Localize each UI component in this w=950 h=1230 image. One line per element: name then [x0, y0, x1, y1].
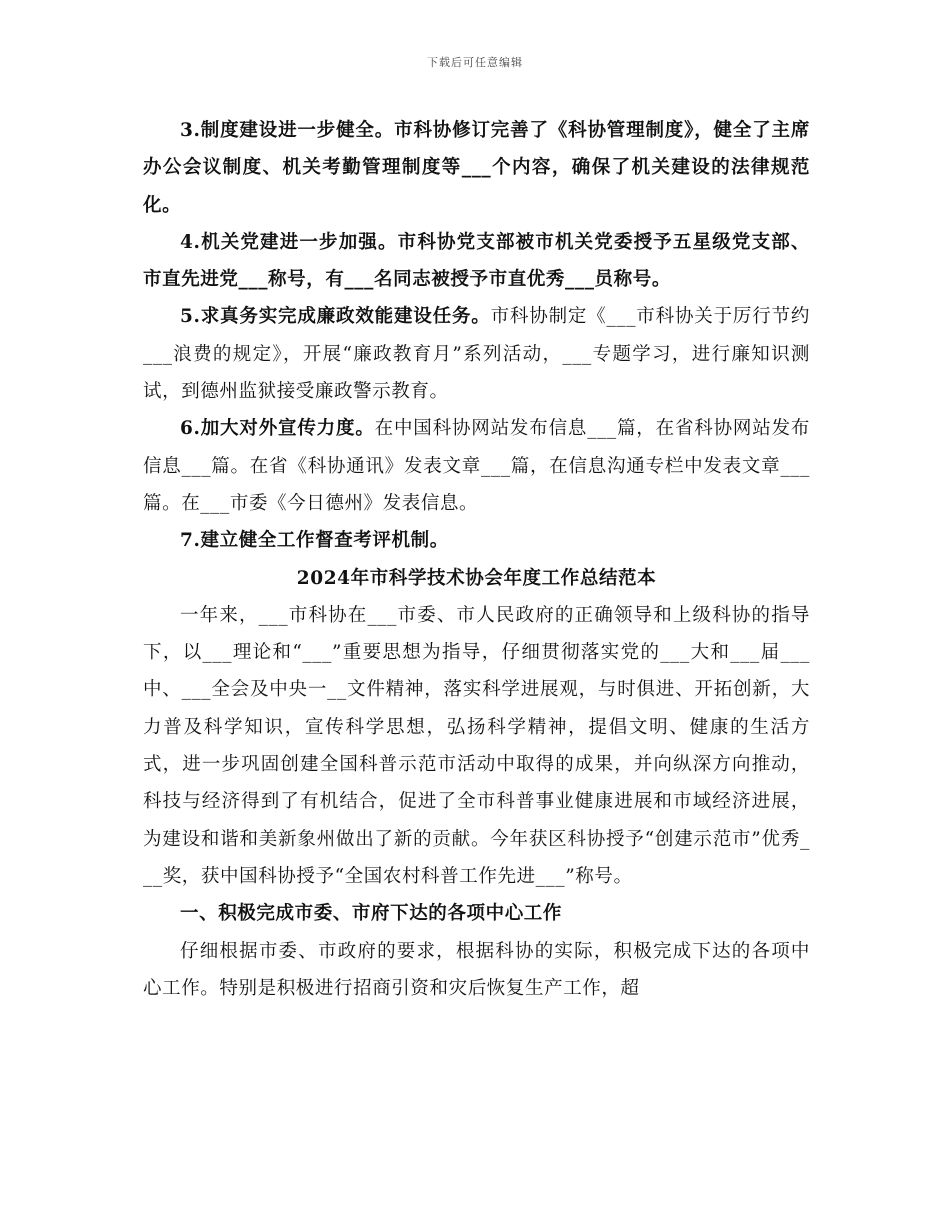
item-6-paragraph	[143, 410, 810, 522]
section-paragraph: 仔细根据市委、市政府的要求，根据科协的实际，积极完成下达的各项中心工作。特别是积极进行招商引资和灾后恢复生产工作，超	[143, 940, 810, 999]
item-7-paragraph: 7.建立健全工作督查考评机制。	[180, 530, 449, 552]
item-6-lead: 6.加大对外宣传力度。	[180, 418, 375, 440]
item-5-body: 市科协制定《___市科协关于厉行节约___浪费的规定》，开展“廉政教育月”系列活动，___专题学习，进行廉知识测试，到德州监狱接受廉政警示教育。	[143, 306, 810, 403]
section-heading: 一、积极完成市委、市府下达的各项中心工作	[180, 903, 563, 925]
item-3-paragraph: 3.制度建设进一步健全。市科协修订完善了《科协管理制度》，健全了主席办公会议制度、机关考勤管理制度等___个内容，确保了机关建设的法律规范化。	[143, 120, 810, 216]
intro-paragraph: 一年来，___市科协在___市委、市人民政府的正确领导和上级科协的指导下，以___理论和“___”重要思想为指导，仔细贯彻落实党的___大和___届___中、___全会及中央一__文件精神，落实科学进展观，与时俱进、开拓创新，大力普及科学知识，宣传科学思想，弘扬科学精神，提倡文明、健康的生活方式，进一步巩固创建全国科普示范市活动中取得的成果，并向纵深方向推动，科技与经济得到了有机结合，促进了全市科普事业健康进展和市域经济进展，为建设和谐和美新象州做出了新的贡献。今年获区科协授予“创建示范市”优秀___奖，获中国科协授予“全国农村科普工作先进___”称号。	[143, 604, 810, 887]
document-title: 2024年市科学技术协会年度工作总结范本	[296, 567, 657, 589]
document-body	[143, 112, 810, 1007]
page-header: 下载后可任意编辑	[427, 56, 523, 69]
item-6-body: 在中国科协网站发布信息___篇，在省科协网站发布信息___篇。在省《科协通讯》发表文章___篇，在信息沟通专栏中发表文章___篇。在___市委《今日德州》发表信息。	[143, 418, 810, 514]
item-5-lead: 5.求真务实完成廉政效能建设任务。	[180, 306, 491, 328]
item-5-paragraph	[143, 298, 810, 410]
item-4-paragraph: 4.机关党建进一步加强。市科协党支部被市机关党委授予五星级党支部、市直先进党___称号，有___名同志被授予市直优秀___员称号。	[143, 231, 810, 291]
